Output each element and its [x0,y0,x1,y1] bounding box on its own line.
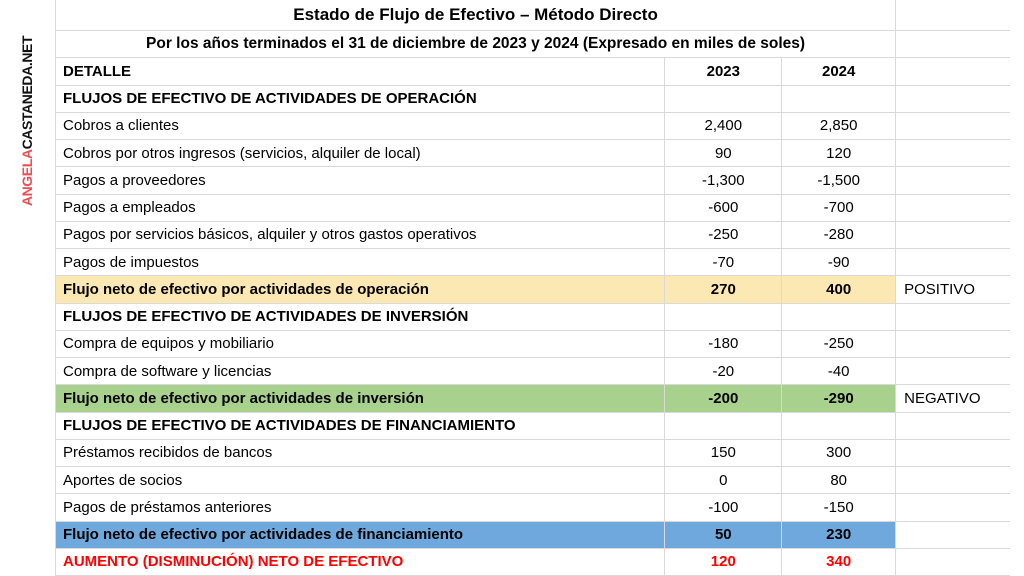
table-row [56,276,1010,303]
table-row [56,140,1010,167]
value-2023: 0 [665,467,782,494]
table-row [56,467,1010,494]
watermark [19,36,35,206]
row-label: Flujo neto de efectivo por actividades de operación [56,276,665,303]
column-header-detail: DETALLE [56,58,665,85]
value-2024: -250 [782,331,896,358]
row-note [896,440,1010,467]
table-row [56,358,1010,385]
value-2023 [665,86,782,113]
value-2024: 340 [782,549,896,576]
row-label: Cobros por otros ingresos (servicios, alquiler de local) [56,140,665,167]
empty-cell [896,0,1010,31]
row-label: FLUJOS DE EFECTIVO DE ACTIVIDADES DE INVERSIÓN [56,304,665,331]
row-note [896,304,1010,331]
value-2023: 90 [665,140,782,167]
table-row [56,249,1010,276]
cash-flow-table [55,0,1010,576]
value-2024 [782,413,896,440]
table-row [56,549,1010,576]
table-row [56,522,1010,549]
row-label: Compra de equipos y mobiliario [56,331,665,358]
row-note [896,358,1010,385]
watermark-black-part: CASTANEDA.NET [19,35,35,150]
row-label: FLUJOS DE EFECTIVO DE ACTIVIDADES DE OPERACIÓN [56,86,665,113]
table-row [56,385,1010,412]
value-2024: -40 [782,358,896,385]
row-label: FLUJOS DE EFECTIVO DE ACTIVIDADES DE FINANCIAMIENTO [56,413,665,440]
value-2023 [665,413,782,440]
page-subtitle: Por los años terminados el 31 de diciembre de 2023 y 2024 (Expresado en miles de soles) [56,31,896,58]
page-title: Estado de Flujo de Efectivo – Método Directo [56,0,896,31]
watermark-red-part: ANGELA [19,149,35,207]
value-2023: 150 [665,440,782,467]
value-2024: -280 [782,222,896,249]
value-2024: -1,500 [782,167,896,194]
table-row [56,440,1010,467]
value-2024: 400 [782,276,896,303]
table-row [56,167,1010,194]
table-row [56,113,1010,140]
value-2023: -20 [665,358,782,385]
value-2023: -1,300 [665,167,782,194]
value-2023: -70 [665,249,782,276]
table-row [56,31,1010,58]
value-2023 [665,304,782,331]
value-2023: 50 [665,522,782,549]
value-2023: -180 [665,331,782,358]
value-2024: 2,850 [782,113,896,140]
column-header-2024: 2024 [782,58,896,85]
value-2024: 120 [782,140,896,167]
table-row [56,86,1010,113]
row-note [896,86,1010,113]
table-row [56,413,1010,440]
table-row [56,331,1010,358]
row-label: Compra de software y licencias [56,358,665,385]
value-2024: 300 [782,440,896,467]
row-note [896,140,1010,167]
value-2023: 270 [665,276,782,303]
row-label: Pagos por servicios básicos, alquiler y otros gastos operativos [56,222,665,249]
row-label: Préstamos recibidos de bancos [56,440,665,467]
row-note [896,331,1010,358]
row-label: Pagos de impuestos [56,249,665,276]
value-2023: -200 [665,385,782,412]
table-row [56,494,1010,521]
row-label: Pagos a empleados [56,195,665,222]
row-note [896,494,1010,521]
table-row [56,195,1010,222]
value-2023: -250 [665,222,782,249]
table-row [56,0,1010,31]
row-note [896,249,1010,276]
value-2024: -290 [782,385,896,412]
table-row [56,304,1010,331]
row-label: Flujo neto de efectivo por actividades de inversión [56,385,665,412]
row-note: POSITIVO [896,276,1010,303]
row-label: Pagos de préstamos anteriores [56,494,665,521]
value-2024 [782,86,896,113]
row-note [896,113,1010,140]
row-label: AUMENTO (DISMINUCIÓN) NETO DE EFECTIVO [56,549,665,576]
value-2024 [782,304,896,331]
row-note [896,467,1010,494]
column-header-note [896,58,1010,85]
row-note [896,413,1010,440]
value-2023: 2,400 [665,113,782,140]
row-note [896,195,1010,222]
empty-cell [896,31,1010,58]
value-2024: -700 [782,195,896,222]
row-label: Cobros a clientes [56,113,665,140]
row-label: Aportes de socios [56,467,665,494]
table-header-row [56,58,1010,85]
value-2024: 80 [782,467,896,494]
row-note [896,549,1010,576]
value-2024: -150 [782,494,896,521]
value-2024: -90 [782,249,896,276]
value-2023: 120 [665,549,782,576]
table-body [56,86,1010,576]
value-2023: -600 [665,195,782,222]
row-note: NEGATIVO [896,385,1010,412]
table-row [56,222,1010,249]
column-header-2023: 2023 [665,58,782,85]
row-label: Pagos a proveedores [56,167,665,194]
value-2024: 230 [782,522,896,549]
row-note [896,522,1010,549]
row-note [896,222,1010,249]
row-label: Flujo neto de efectivo por actividades de financiamiento [56,522,665,549]
row-note [896,167,1010,194]
value-2023: -100 [665,494,782,521]
